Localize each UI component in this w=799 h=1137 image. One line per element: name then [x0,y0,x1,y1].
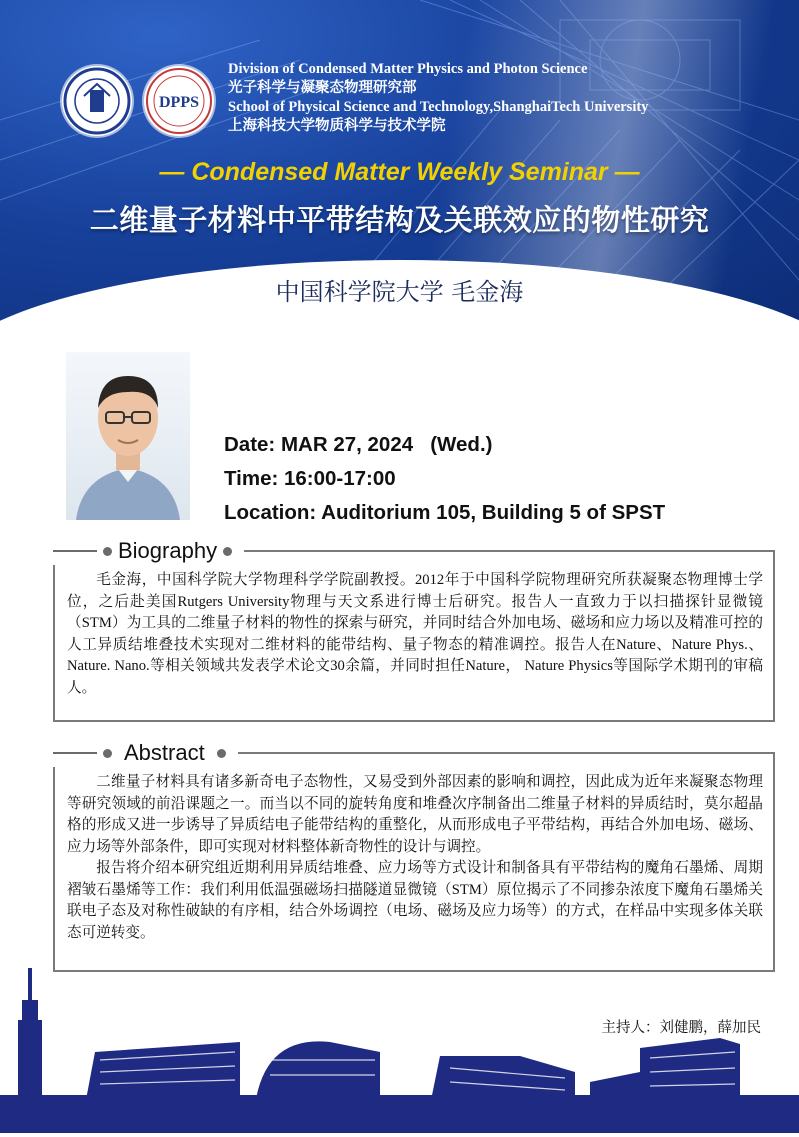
event-time: Time: 16:00-17:00 [224,467,396,490]
biography-text-block [67,570,763,699]
biography-label: Biography [118,538,218,563]
school-name-en: School of Physical Science and Technology,ShanghaiTech University [228,99,649,115]
speaker-photo [66,352,190,520]
biography-section [53,538,775,722]
bullet-dot [103,547,112,556]
abstract-label: Abstract [124,740,205,765]
biography-header [53,537,244,565]
abstract-paragraph-2: 报告将介绍本研究组近期利用异质结堆叠、应力场等方式设计和制备具有平带结构的魔角石墨烯、周期褶皱石墨烯等工作：我们利用低温强磁场扫描隧道显微镜（STM）原位揭示了不同掺杂浓度下魔角石墨烯关联电子态及对称性破缺的有序相，结合外场调控（电场、磁场及应力场等）的方式，在样品中实现多体关联态可逆转变。 [67,860,763,941]
speaker-name: 中国科学院大学 毛金海 [275,278,524,306]
event-date: Date: MAR 27, 2024 (Wed.) [224,433,493,456]
division-name-cn: 光子科学与凝聚态物理研究部 [228,80,417,96]
abstract-section [53,740,775,972]
header-banner [0,0,799,350]
dpps-logo [144,66,214,136]
svg-text:DPPS: DPPS [159,94,199,111]
footer-illustration [0,960,799,1133]
bullet-dot [223,547,232,556]
seminar-series-title: — Condensed Matter Weekly Seminar — [159,158,640,186]
talk-title: 二维量子材料中平带结构及关联效应的物性研究 [89,203,710,237]
biography-text: 毛金海，中国科学院大学物理科学学院副教授。2012年于中国科学院物理研究所获凝聚态物理博士学位，之后赴美国Rutgers University物理与天文系进行博士后研究。报告人一直致力于以扫描探针显微镜（STM）为工具的二维量子材料的物性的探索与研究，并同时结合外加电场、磁场和应力场以及精准可控的人工异质结堆叠技术实现对二维材料的能带结构、量子物态的精准调控。报告人在Nature、Nature Phys.、Nature. Nano.等相关领域共发表学术论文30余篇，并同时担任Nature， Nature Physics等国际学术期刊的审稿人。 [67,572,763,696]
header-rule [53,550,97,552]
bullet-dot [103,749,112,758]
header-rule [53,752,97,754]
division-info [228,60,648,136]
shanghaitech-university-logo [62,66,132,136]
host-names: 主持人：刘健鹏，薛加民 [601,1020,761,1036]
abstract-header [53,739,238,767]
abstract-paragraph-1: 二维量子材料具有诸多新奇电子态物性，又易受到外部因素的影响和调控，因此成为近年来凝聚态物理等研究领域的前沿课题之一。而当以不同的旋转角度和堆叠次序制备出二维量子材料的异质结时，莫尔超晶格的形成又进一步诱导了异质结电子能带结构的重整化，从而形成电子平带结构，再结合外加电场、磁场、应力场等外部条件，即可实现对材料整体新奇物性的设计与调控。 [67,774,763,855]
bullet-dot [217,749,226,758]
event-info [224,428,665,530]
event-location: Location: Auditorium 105, Building 5 of SPST [224,501,666,524]
footer-band [0,1095,799,1133]
abstract-text-block [67,772,763,944]
school-name-cn: 上海科技大学物质科学与技术学院 [228,118,446,134]
division-name-en: Division of Condensed Matter Physics and Photon Science [228,61,588,77]
